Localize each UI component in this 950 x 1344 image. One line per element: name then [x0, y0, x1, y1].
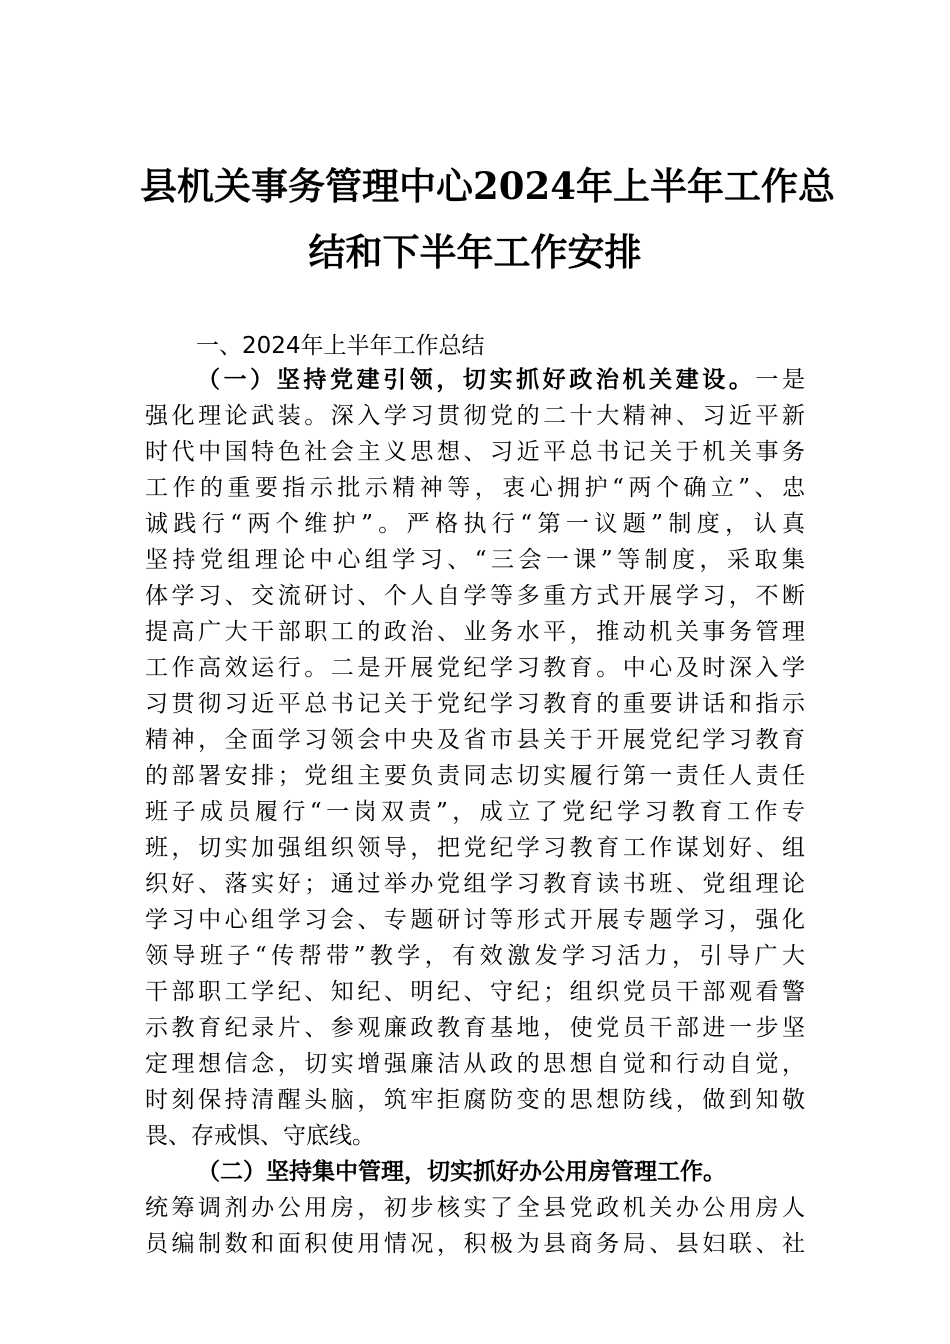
paragraph-line: 精神，全面学习领会中央及省市县关于开展党纪学习教育	[145, 727, 805, 753]
paragraph-line: 学习中心组学习会、专题研讨等形式开展专题学习，强化	[145, 907, 805, 933]
paragraph-line: 工作的重要指示批示精神等，衷心拥护“两个确立”、忠	[145, 475, 805, 501]
document-title-line-1: 县机关事务管理中心2024年上半年工作总	[140, 164, 835, 208]
paragraph-line: 示教育纪录片、参观廉政教育基地，使党员干部进一步坚	[145, 1015, 805, 1041]
paragraph-line: 定理想信念，切实增强廉洁从政的思想自觉和行动自觉，	[145, 1051, 805, 1077]
paragraph-line: 班，切实加强组织领导，把党纪学习教育工作谋划好、组	[145, 835, 805, 861]
paragraph-line: 领导班子“传帮带”教学，有效激发学习活力，引导广大	[145, 943, 805, 969]
paragraph-line: 提高广大干部职工的政治、业务水平，推动机关事务管理	[145, 619, 805, 645]
paragraph-line: 干部职工学纪、知纪、明纪、守纪；组织党员干部观看警	[145, 979, 805, 1005]
paragraph-line: 习贯彻习近平总书记关于党纪学习教育的重要讲话和指示	[145, 691, 805, 717]
document-title-line-2: 结和下半年工作安排	[308, 230, 642, 274]
paragraph-line: 织好、落实好；通过举办党组学习教育读书班、党组理论	[145, 871, 805, 897]
paragraph-line: 工作高效运行。二是开展党纪学习教育。中心及时深入学	[145, 655, 805, 681]
paragraph-line: 强化理论武装。深入学习贯彻党的二十大精神、习近平新	[145, 403, 805, 429]
paragraph-line: 坚持党组理论中心组学习、“三会一课”等制度，采取集	[145, 547, 805, 573]
subsection-heading: （一）坚持党建引领，切实抓好政治机关建设。	[197, 366, 756, 393]
paragraph-line: 时刻保持清醒头脑，筑牢拒腐防变的思想防线，做到知敬	[145, 1087, 805, 1113]
paragraph-line: 畏、存戒惧、守底线。	[145, 1123, 375, 1149]
paragraph-line: （一）坚持党建引领，切实抓好政治机关建设。一是	[197, 366, 806, 393]
paragraph-line: 时代中国特色社会主义思想、习近平总书记关于机关事务	[145, 439, 805, 465]
paragraph-line: 员编制数和面积使用情况，积极为县商务局、县妇联、社	[145, 1231, 805, 1257]
section-heading: 一、2024年上半年工作总结	[196, 333, 485, 359]
subsection-heading: （二）坚持集中管理，切实抓好办公用房管理工作。	[197, 1158, 726, 1185]
paragraph-line: 的部署安排；党组主要负责同志切实履行第一责任人责任	[145, 763, 805, 789]
paragraph-line: 统筹调剂办公用房，初步核实了全县党政机关办公用房人	[145, 1195, 805, 1221]
paragraph-line: 体学习、交流研讨、个人自学等多重方式开展学习，不断	[145, 583, 805, 609]
paragraph-line	[197, 1156, 805, 1188]
paragraph-line: 班子成员履行“一岗双责”，成立了党纪学习教育工作专	[145, 799, 805, 825]
paragraph-line: 诚践行“两个维护”。严格执行“第一议题”制度，认真	[145, 511, 805, 537]
